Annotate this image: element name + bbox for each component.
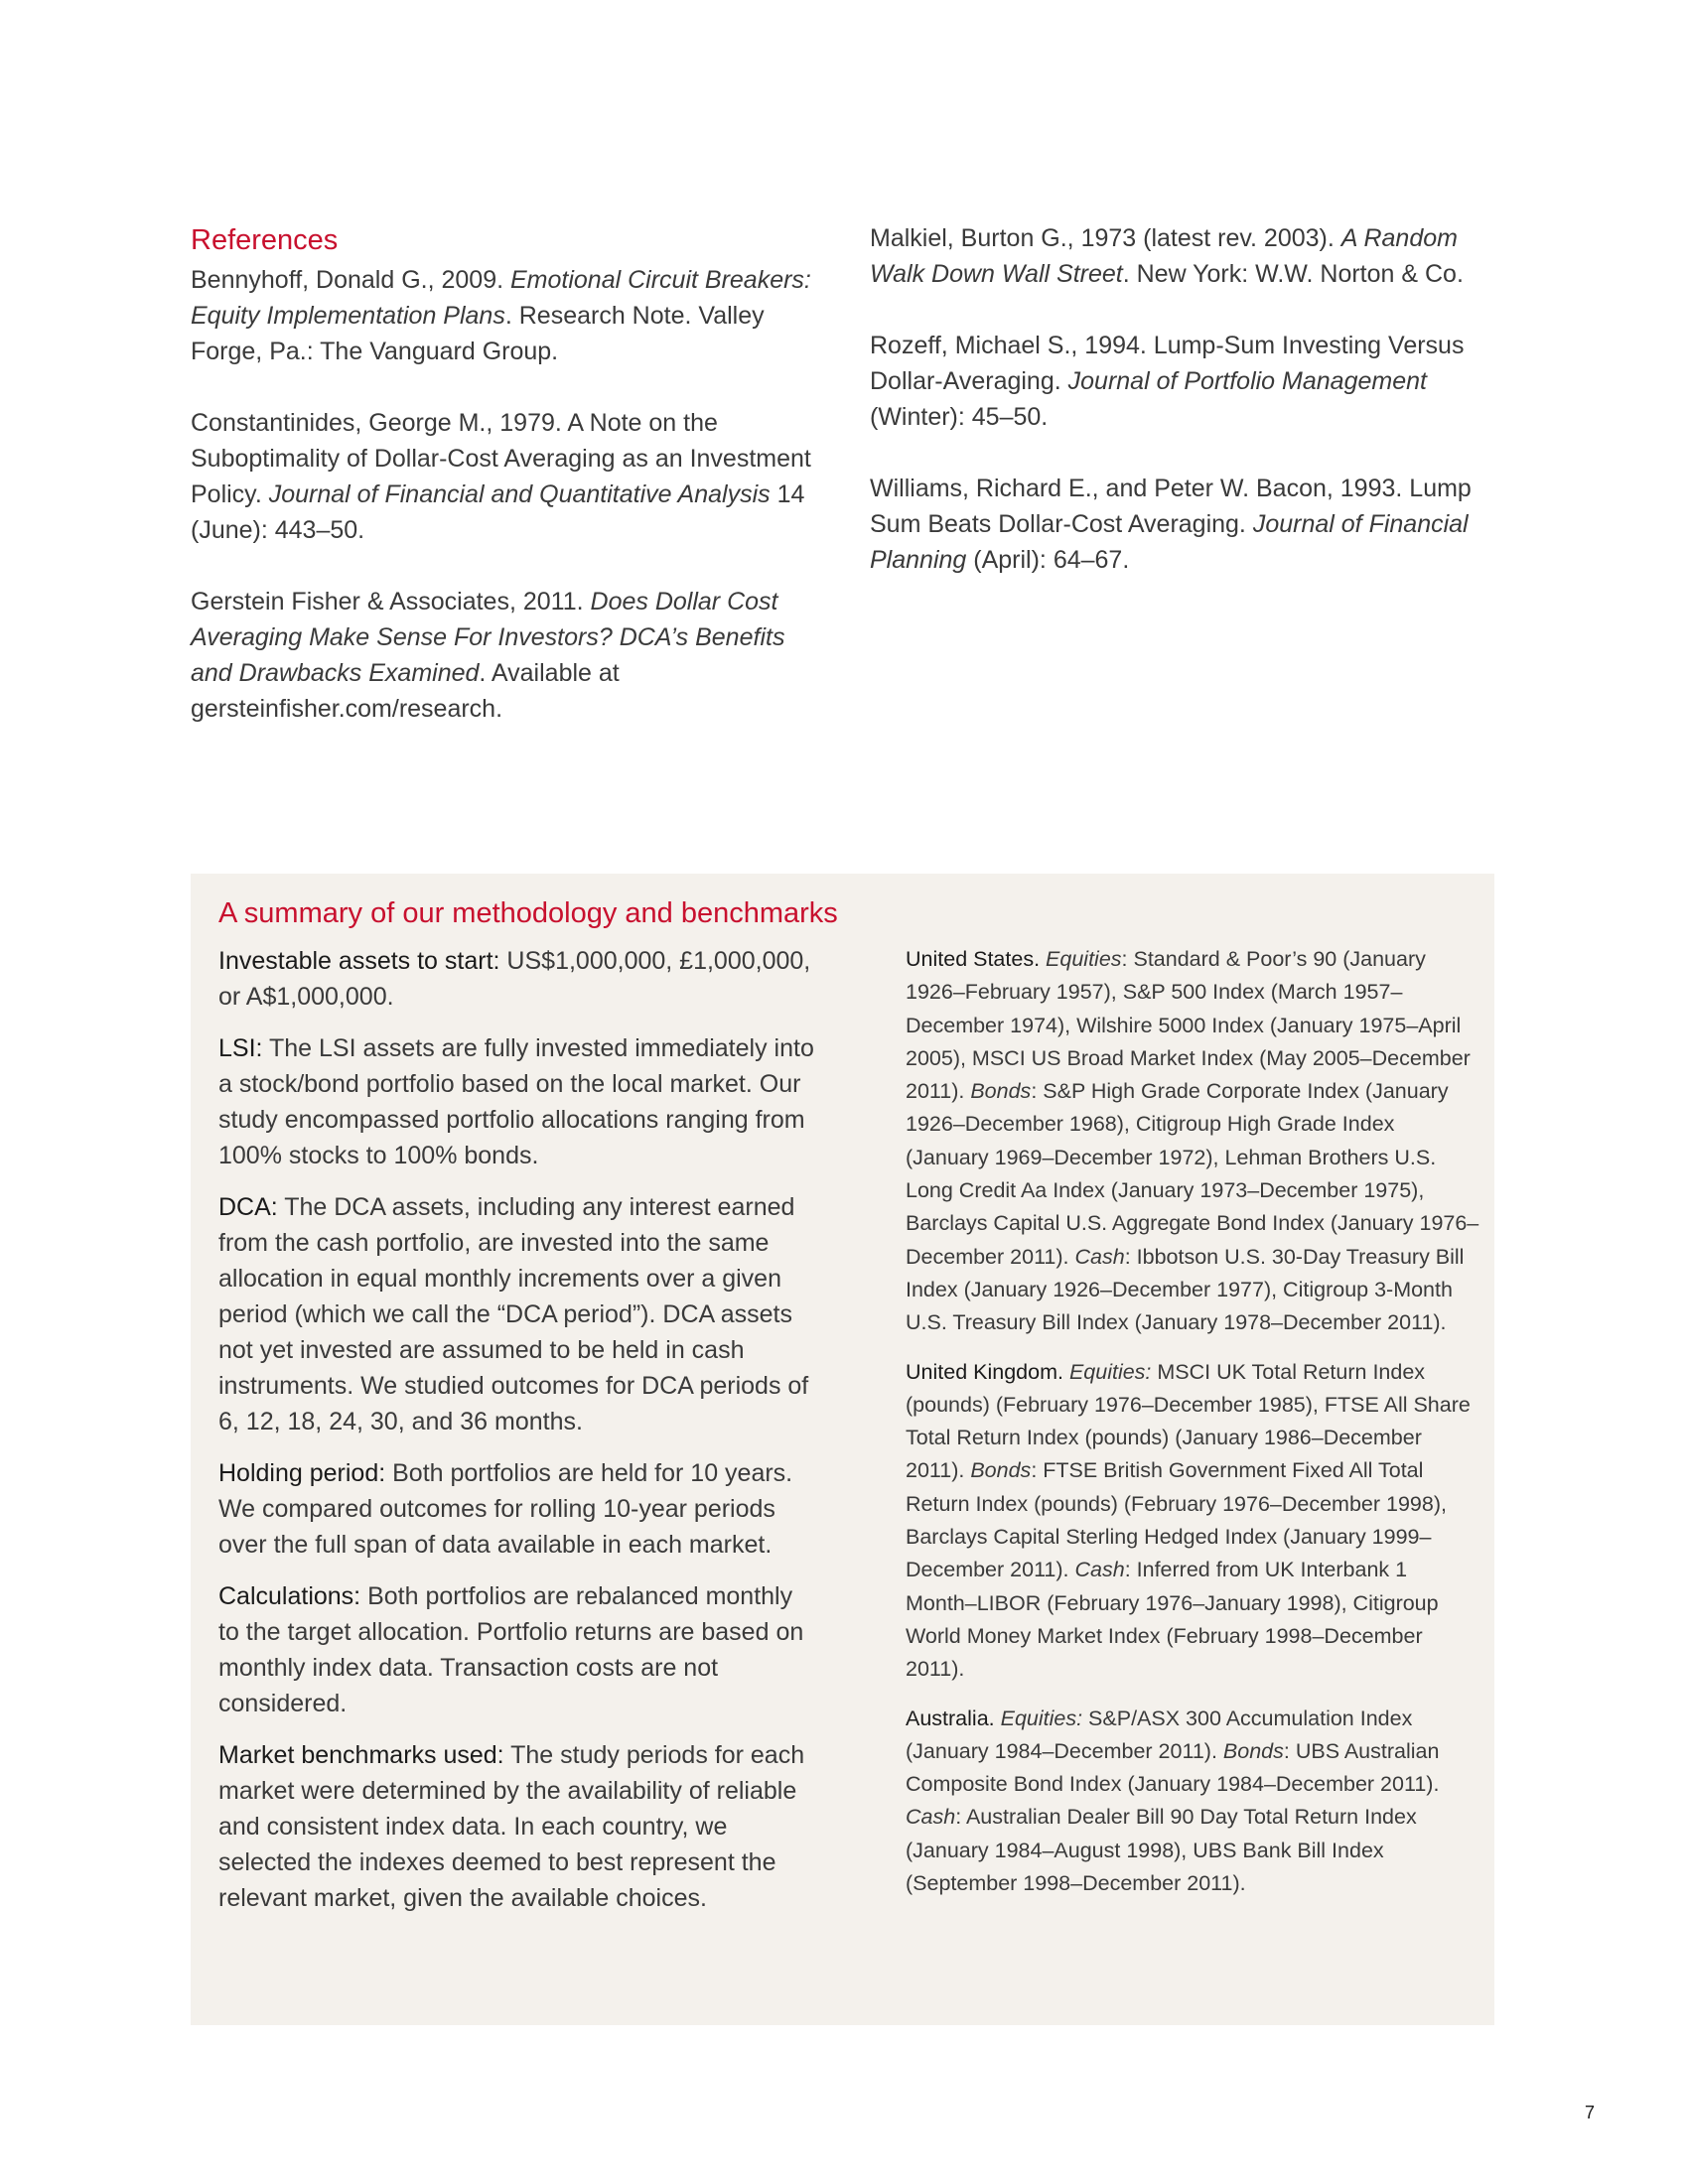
italic-text: Bonds bbox=[1222, 1738, 1284, 1763]
reference-entry bbox=[870, 471, 1505, 578]
text-run: : Inferred from UK Interbank 1 Month–LIBOR (February 1976–January 1998), Citigroup World Money Market Index (February 1998–December 2011). bbox=[906, 1558, 1439, 1682]
italic-text: Cash bbox=[906, 1805, 956, 1830]
text-run: Williams, Richard E., and Peter W. Bacon, 1993. Lump Sum Beats Dollar-Cost Averaging. bbox=[870, 475, 1472, 538]
text-run: (April): 64–67. bbox=[966, 546, 1130, 574]
text-run: : S&P High Grade Corporate Index (January 1926–December 1968), Citigroup High Grade Index (January 1969–December 1972), Lehman Brothers U.S. Long Credit Aa Index (January 1973–December 1975), Barclays Capital U.S. Aggregate Bond Index (January 1976–December 2011). bbox=[906, 1079, 1479, 1269]
region-label: United States. bbox=[906, 947, 1041, 971]
text-run: (Winter): 45–50. bbox=[870, 403, 1049, 431]
text-run: Constantinides, George M., 1979. A Note on the Suboptimality of Dollar-Cost Averaging as an Investment Policy. bbox=[191, 409, 811, 508]
text-run: : Standard & Poor’s 90 (January 1926–February 1957), S&P 500 Index (March 1957–December 1974), Wilshire 5000 Index (January 1975–April 2005), MSCI US Broad Market Index (May 2005–December 2011). bbox=[906, 947, 1471, 1104]
benchmark-entry bbox=[906, 1703, 1479, 1901]
methodology-label: DCA: bbox=[218, 1193, 278, 1221]
reference-entry bbox=[870, 220, 1505, 292]
methodology-label: Market benchmarks used: bbox=[218, 1741, 504, 1769]
italic-text: A Random Walk Down Wall Street bbox=[870, 224, 1458, 288]
text-run: . Research Note. Valley Forge, Pa.: The Vanguard Group. bbox=[191, 302, 765, 365]
benchmarks-column bbox=[906, 943, 1479, 1916]
methodology-label: Investable assets to start: bbox=[218, 947, 500, 975]
text-run: : UBS Australian Composite Bond Index (January 1984–December 2011). bbox=[906, 1738, 1440, 1797]
region-label: Australia. bbox=[906, 1706, 995, 1730]
italic-text: Equities bbox=[1046, 947, 1122, 971]
text-run: : FTSE British Government Fixed All Total Return Index (pounds) (February 1976–December 1998), Barclays Capital Sterling Hedged Index (January 1999–December 2011). bbox=[906, 1458, 1447, 1582]
text-run: : Ibbotson U.S. 30-Day Treasury Bill Index (January 1926–December 1977), Citigroup 3-Month U.S. Treasury Bill Index (January 1978–December 2011). bbox=[906, 1244, 1465, 1335]
italic-text: Emotional Circuit Breakers: Equity Implementation Plans bbox=[191, 266, 811, 330]
methodology-item bbox=[218, 1737, 814, 1916]
text-run: Gerstein Fisher & Associates, 2011. bbox=[191, 588, 591, 615]
methodology-text: The DCA assets, including any interest earned from the cash portfolio, are invested into the same allocation in equal monthly increments over a given period (which we call the “DCA period”). DCA assets not yet invested are assumed to be held in cash instruments. We studied outcomes for DCA periods of 6, 12, 18, 24, 30, and 36 months. bbox=[218, 1193, 809, 1435]
page-number: 7 bbox=[1585, 2103, 1596, 2122]
italic-text: Cash bbox=[1074, 1558, 1125, 1582]
reference-entry bbox=[191, 262, 826, 369]
methodology-item bbox=[218, 1189, 814, 1439]
text-run: Bennyhoff, Donald G., 2009. bbox=[191, 266, 510, 294]
methodology-text: The LSI assets are fully invested immediately into a stock/bond portfolio based on the local market. Our study encompassed portfolio allocations ranging from 100% stocks to 100% bonds. bbox=[218, 1034, 814, 1169]
methodology-item bbox=[218, 1030, 814, 1173]
reference-entry bbox=[870, 328, 1505, 435]
text-run: 14 (June): 443–50. bbox=[191, 480, 805, 544]
text-run: S&P/ASX 300 Accumulation Index (January 1984–December 2011). bbox=[906, 1706, 1413, 1763]
benchmark-entry bbox=[906, 943, 1479, 1340]
italic-text: Cash bbox=[1074, 1244, 1125, 1269]
methodology-item bbox=[218, 1455, 814, 1563]
italic-text: Equities: bbox=[1000, 1706, 1083, 1730]
region-label: United Kingdom. bbox=[906, 1359, 1063, 1384]
reference-entry bbox=[191, 405, 826, 548]
methodology-text: US$1,000,000, £1,000,000, or A$1,000,000. bbox=[218, 947, 811, 1011]
references-right-column bbox=[870, 220, 1505, 614]
reference-entry bbox=[191, 584, 826, 727]
italic-text: Journal of Portfolio Management bbox=[1067, 367, 1427, 395]
summary-heading: A summary of our methodology and benchmarks bbox=[218, 897, 838, 929]
text-run: Rozeff, Michael S., 1994. Lump-Sum Investing Versus Dollar-Averaging. bbox=[870, 332, 1465, 395]
methodology-label: LSI: bbox=[218, 1034, 263, 1062]
text-run: . New York: W.W. Norton & Co. bbox=[1122, 260, 1464, 288]
methodology-text: The study periods for each market were determined by the availability of reliable and consistent index data. In each country, we selected the indexes deemed to best represent the relevant market, given the available choices. bbox=[218, 1741, 805, 1912]
methodology-label: Holding period: bbox=[218, 1459, 386, 1487]
italic-text: Journal of Financial and Quantitative Analysis bbox=[268, 480, 771, 508]
italic-text: Bonds bbox=[970, 1079, 1032, 1104]
methodology-text: Both portfolios are rebalanced monthly to the target allocation. Portfolio returns are based on monthly index data. Transaction costs are not considered. bbox=[218, 1582, 804, 1717]
italic-text: Does Dollar Cost Averaging Make Sense For Investors? DCA’s Benefits and Drawbacks Examined bbox=[191, 588, 785, 687]
references-heading: References bbox=[191, 224, 339, 256]
references-right-list bbox=[870, 220, 1505, 578]
italic-text: Equities: bbox=[1068, 1359, 1152, 1384]
methodology-summary-box bbox=[191, 874, 1494, 2025]
methodology-item bbox=[218, 943, 814, 1015]
text-run: Malkiel, Burton G., 1973 (latest rev. 2003). bbox=[870, 224, 1341, 252]
italic-text: Bonds bbox=[970, 1458, 1032, 1483]
methodology-label: Calculations: bbox=[218, 1582, 361, 1610]
summary-left-column bbox=[218, 943, 814, 1932]
text-run: . Available at gersteinfisher.com/research. bbox=[191, 659, 620, 723]
text-run: : Australian Dealer Bill 90 Day Total Return Index (January 1984–August 1998), UBS Bank Bill Index (September 1998–December 2011). bbox=[906, 1805, 1417, 1896]
references-left-column bbox=[191, 220, 826, 762]
references-left-list bbox=[191, 262, 826, 727]
methodology-item bbox=[218, 1578, 814, 1721]
methodology-text: Both portfolios are held for 10 years. We compared outcomes for rolling 10-year periods over the full span of data available in each market. bbox=[218, 1459, 793, 1559]
italic-text: Journal of Financial Planning bbox=[870, 510, 1469, 574]
benchmark-entry bbox=[906, 1356, 1479, 1687]
text-run: MSCI UK Total Return Index (pounds) (February 1976–December 1985), FTSE All Share Total Return Index (pounds) (January 1986–December 2011). bbox=[906, 1359, 1471, 1483]
